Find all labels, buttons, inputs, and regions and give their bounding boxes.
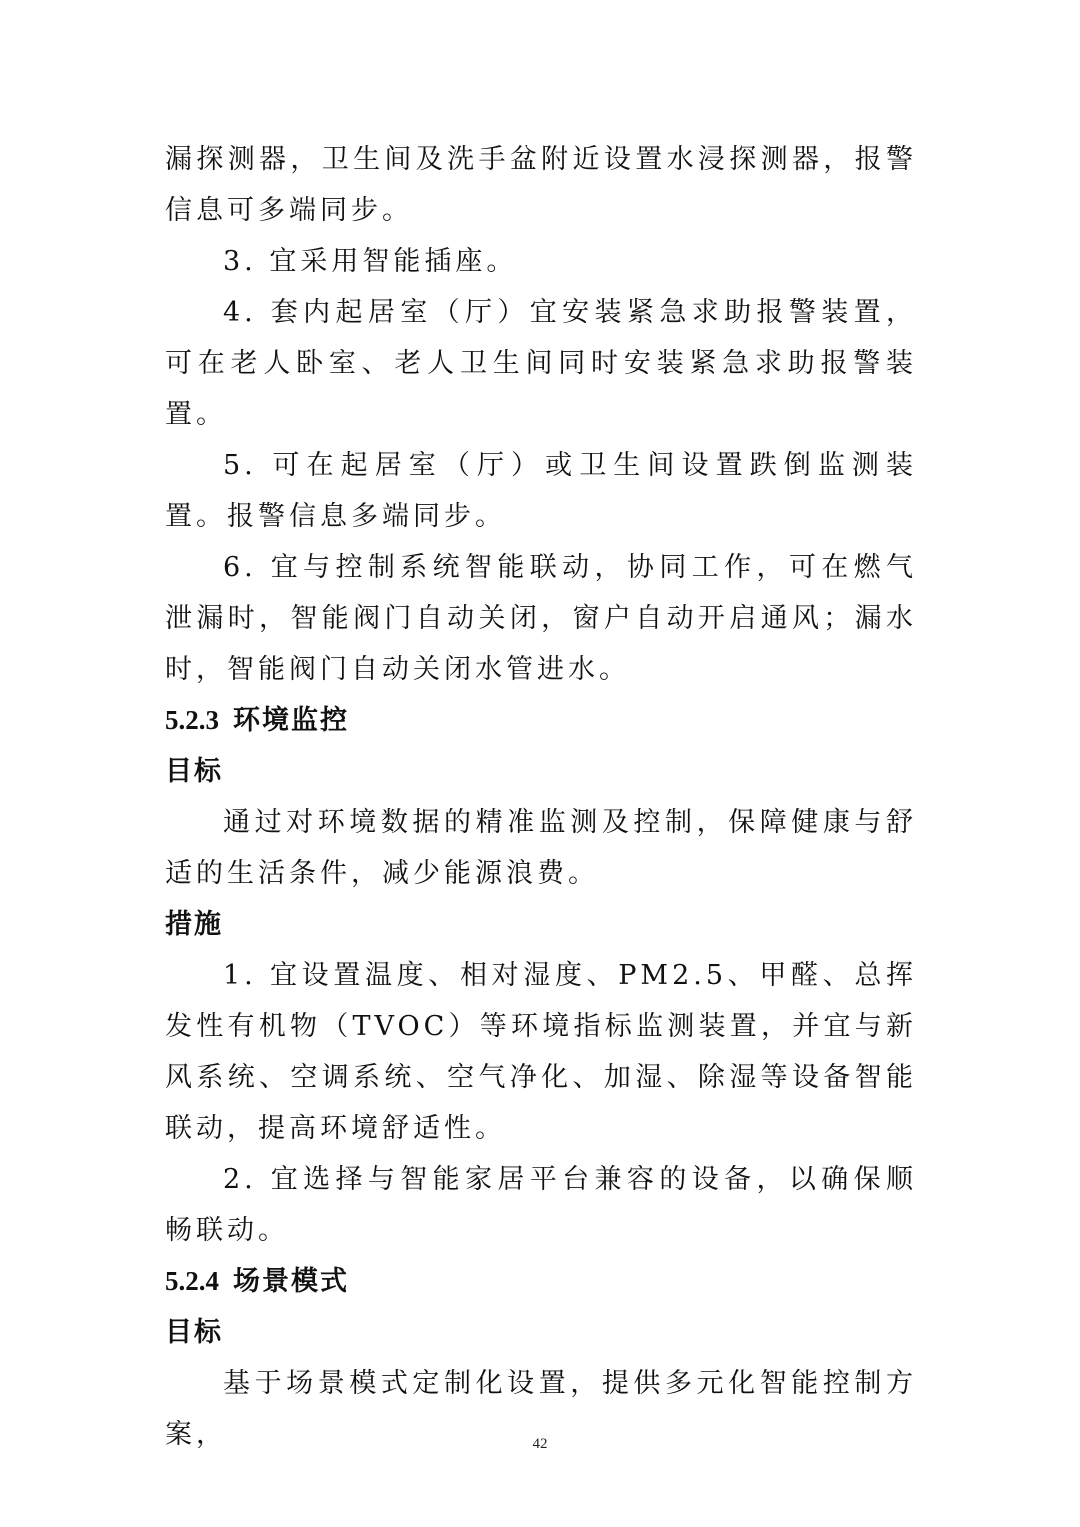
paragraph-continuation: 漏探测器，卫生间及洗手盆附近设置水浸探测器，报警信息可多端同步。 <box>165 144 917 226</box>
list-item-5: 5. 可在起居室（厅）或卫生间设置跌倒监测装置。报警信息多端同步。 <box>165 450 917 532</box>
section-number: 5.2.3 <box>165 705 219 735</box>
measure-item-1: 1. 宜设置温度、相对湿度、PM2.5、甲醛、总挥发性有机物（TVOC）等环境指标监测装置，并宜与新风系统、空调系统、空气净化、加湿、除湿等设备智能联动，提高环境舒适性。 <box>165 960 917 1144</box>
list-item-3: 3. 宜采用智能插座。 <box>223 246 518 277</box>
goal-paragraph: 通过对环境数据的精准监测及控制，保障健康与舒适的生活条件，减少能源浪费。 <box>165 807 917 889</box>
section-title: 环境监控 <box>233 705 349 736</box>
list-item-4: 4. 套内起居室（厅）宜安装紧急求助报警装置，可在老人卧室、老人卫生间同时安装紧急求助报警装置。 <box>165 297 917 430</box>
list-item-6: 6. 宜与控制系统智能联动，协同工作，可在燃气泄漏时，智能阀门自动关闭，窗户自动开启通风；漏水时，智能阀门自动关闭水管进水。 <box>165 552 917 685</box>
section-number: 5.2.4 <box>165 1266 219 1296</box>
measures-heading: 措施 <box>165 909 223 940</box>
section-title: 场景模式 <box>233 1266 349 1297</box>
page-content <box>165 134 917 1460</box>
goal-heading: 目标 <box>165 1317 223 1348</box>
goal-heading: 目标 <box>165 756 223 787</box>
goal-paragraph: 基于场景模式定制化设置，提供多元化智能控制方案， <box>165 1368 917 1450</box>
page-number: 42 <box>532 1436 548 1452</box>
measure-item-2: 2. 宜选择与智能家居平台兼容的设备，以确保顺畅联动。 <box>165 1164 917 1246</box>
section-heading-5-2-3 <box>165 695 917 746</box>
section-heading-5-2-4 <box>165 1256 917 1307</box>
